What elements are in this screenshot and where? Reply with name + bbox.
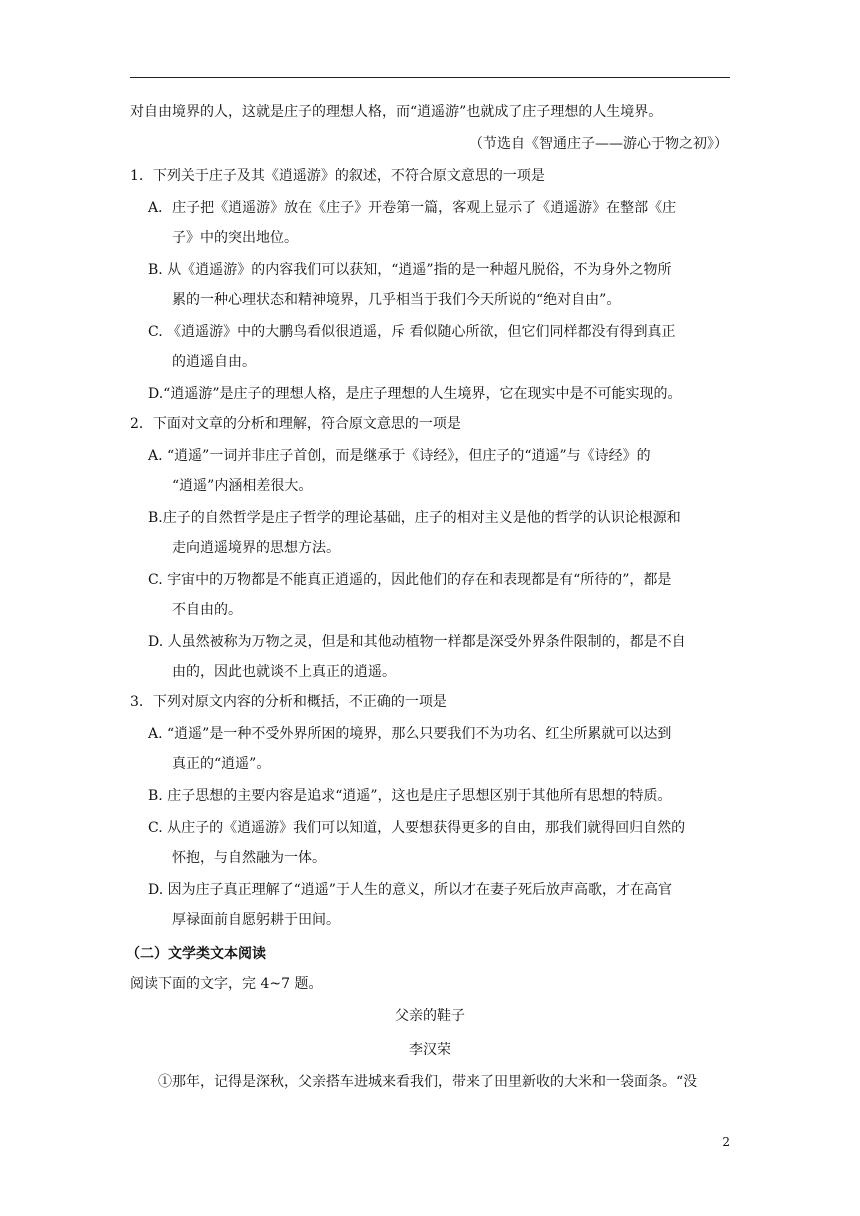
question-1-stem: 1．下列关于庄子及其《逍遥游》的叙述，不符合原文意思的一项是 [130, 168, 545, 184]
q3-option-b-line1: B. 庄子思想的主要内容是追求“逍遥”，这也是庄子思想区别于其他所有思想的特质。 [148, 788, 672, 804]
q3-option-c-line1: C. 从庄子的《逍遥游》我们可以知道，人要想获得更多的自由，那我们就得回归自然的 [148, 820, 686, 836]
q2-option-d-line2: 由的，因此也就谈不上真正的逍遥。 [172, 664, 396, 680]
section-heading: （二）文学类文本阅读 [126, 946, 266, 962]
q2-option-a-line2: “逍遥”内涵相差很大。 [172, 478, 313, 494]
q1-option-c-line2: 的逍遥自由。 [172, 354, 256, 370]
q1-option-d-line1: D.“逍遥游”是庄子的理想人格，是庄子理想的人生境界，它在现实中是不可能实现的。 [148, 386, 682, 402]
q2-option-b-line2: 走向逍遥境界的思想方法。 [172, 540, 340, 556]
q1-option-b-line1: B. 从《逍遥游》的内容我们可以获知，“逍遥”指的是一种超凡脱俗，不为身外之物所 [148, 262, 672, 278]
question-2-stem: 2．下面对文章的分析和理解，符合原文意思的一项是 [130, 416, 461, 432]
q1-option-c-line1: C. 《逍遥游》中的大鹏鸟看似很逍遥，斥 看似随心所欲，但它们同样都没有得到真正 [148, 324, 676, 340]
header-rule [130, 77, 730, 78]
q2-option-b-line1: B.庄子的自然哲学是庄子哲学的理论基础，庄子的相对主义是他的哲学的认识论根源和 [148, 510, 681, 526]
q2-option-d-line1: D. 人虽然被称为万物之灵，但是和其他动植物一样都是深受外界条件限制的，都是不自 [148, 634, 686, 650]
source-citation: （节选自《智通庄子——游心于物之初》） [469, 136, 728, 152]
intro-line: 对自由境界的人，这就是庄子的理想人格，而“逍遥游”也就成了庄子理想的人生境界。 [130, 104, 663, 120]
q3-option-a-line1: A. “逍遥”是一种不受外界所困的境界，那么只要我们不为功名、红尘所累就可以达到 [148, 726, 672, 742]
q3-option-d-line1: D. 因为庄子真正理解了“逍遥”于人生的意义，所以才在妻子死后放声高歌，才在高官 [148, 882, 672, 898]
q1-option-b-line2: 累的一种心理状态和精神境界，几乎相当于我们今天所说的“绝对自由”。 [172, 292, 621, 308]
story-first-paragraph: ①那年，记得是深秋，父亲搭车进城来看我们，带来了田里新收的大米和一袋面条。“没 [158, 1074, 698, 1090]
q3-option-c-line2: 怀抱，与自然融为一体。 [172, 850, 326, 866]
q2-option-c-line2: 不自由的。 [172, 602, 242, 618]
q2-option-c-line1: C. 宇宙中的万物都是不能真正逍遥的，因此他们的存在和表现都是有“所待的”，都是 [148, 572, 672, 588]
story-author: 李汉荣 [409, 1042, 451, 1058]
reading-instruction: 阅读下面的文字，完 4~7 题。 [130, 976, 323, 992]
q3-option-d-line2: 厚禄面前自愿躬耕于田间。 [172, 912, 340, 928]
q2-option-a-line1: A. “逍遥”一词并非庄子首创，而是继承于《诗经》，但庄子的“逍遥”与《诗经》的 [148, 448, 651, 464]
q1-option-a-line1: A．庄子把《逍遥游》放在《庄子》开卷第一篇，客观上显示了《逍遥游》在整部《庄 [148, 200, 677, 216]
question-3-stem: 3．下列对原文内容的分析和概括，不正确的一项是 [130, 694, 447, 710]
story-title: 父亲的鞋子 [395, 1008, 465, 1024]
q1-option-a-line2: 子》中的突出地位。 [172, 230, 298, 246]
q3-option-a-line2: 真正的“逍遥”。 [172, 756, 271, 772]
page-number: 2 [722, 1135, 730, 1149]
